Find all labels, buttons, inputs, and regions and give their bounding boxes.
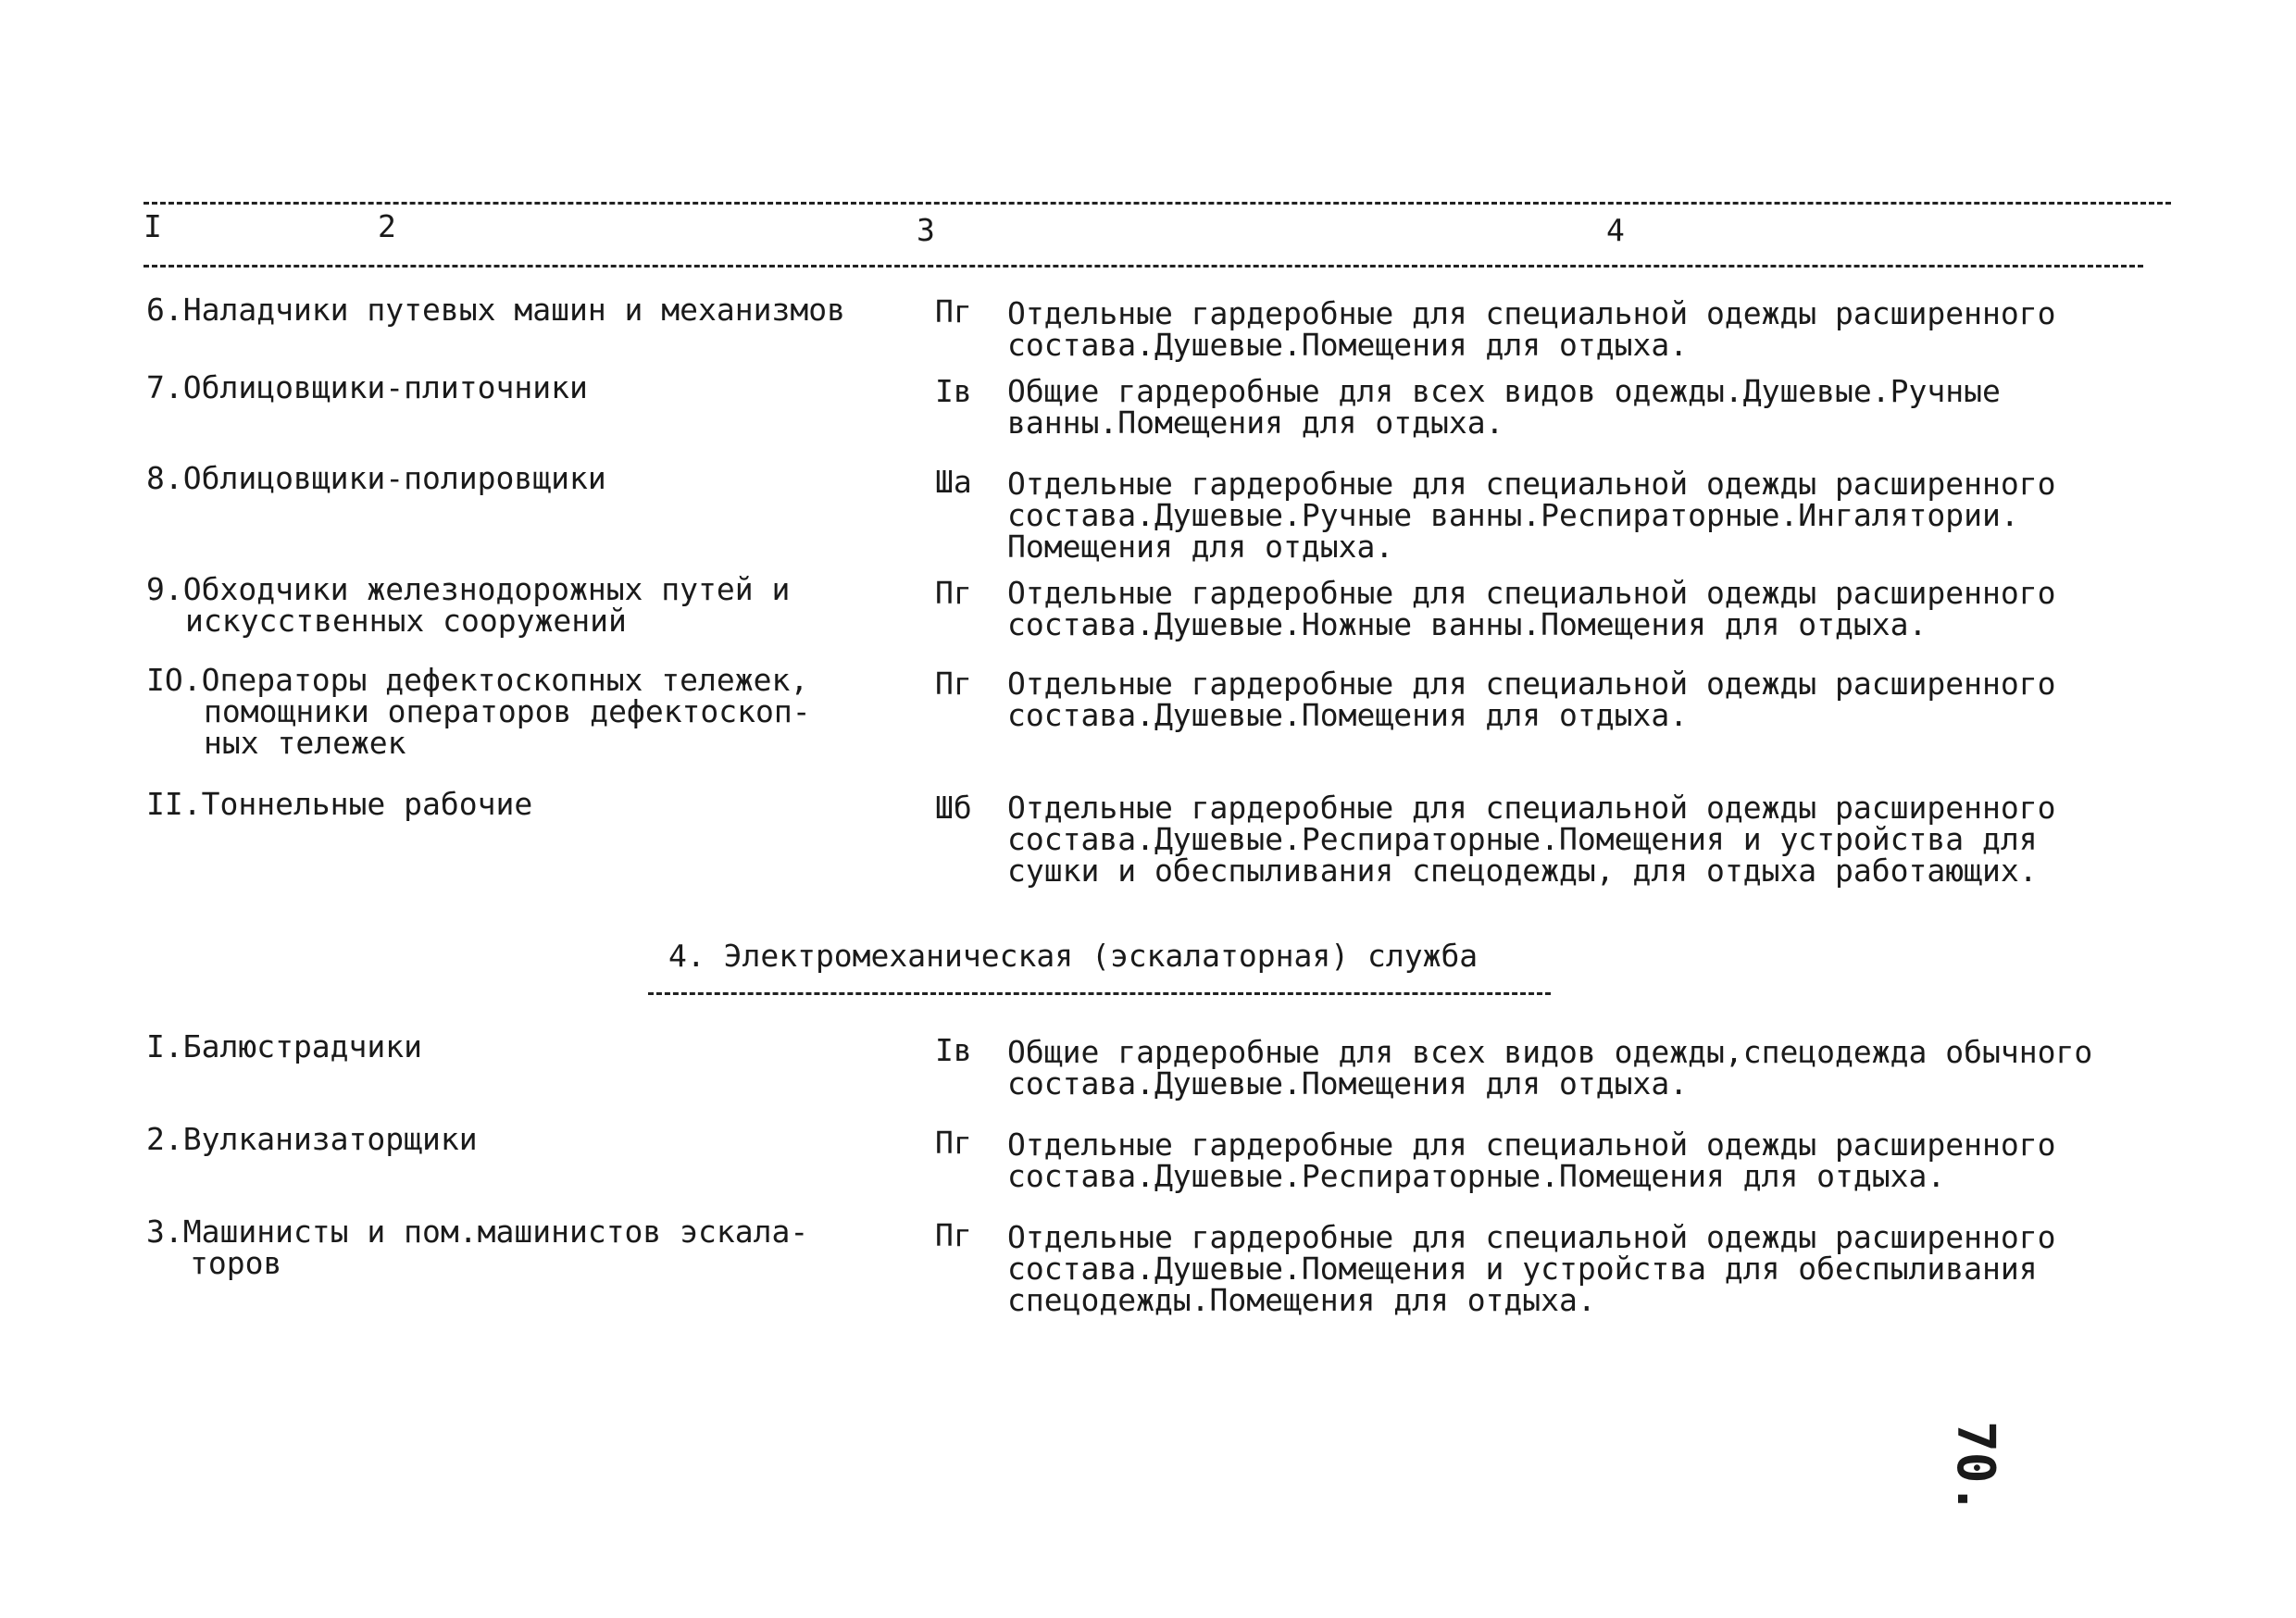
row-7-profession: 7.Облицовщики-плиточники	[146, 369, 588, 405]
row-10-group: Пг	[935, 666, 972, 702]
s4-row-3-profession-line1: 3.Машинисты и пом.машинистов эскала-	[146, 1214, 809, 1250]
row-9-group: Пг	[935, 575, 972, 611]
s4-row-3-facilities-line2: состава.Душевые.Помещения и устройства для обеспыливания	[1007, 1251, 2038, 1287]
s4-row-2-group: Пг	[935, 1125, 972, 1161]
s4-row-3-facilities-line3: спецодежды.Помещения для отдыха.	[1007, 1282, 1596, 1318]
row-10-profession-line2: помощники операторов дефектоскоп-	[204, 693, 811, 729]
row-6-facilities-line1: Отдельные гардеробные для специальной одежды расширенного	[1007, 295, 2056, 331]
page-number: 70.	[1945, 1421, 2005, 1515]
s4-row-3-group: Пг	[935, 1217, 972, 1253]
header-top-rule	[144, 202, 2171, 205]
row-10-profession-line3: ных тележек	[204, 725, 406, 761]
s4-row-3-facilities-line1: Отдельные гардеробные для специальной одежды расширенного	[1007, 1219, 2056, 1255]
row-6-group: Пг	[935, 293, 972, 330]
row-7-group: Iв	[935, 373, 972, 409]
s4-row-1-profession: I.Балюстрадчики	[146, 1028, 423, 1064]
row-6-profession: 6.Наладчики путевых машин и механизмов	[146, 292, 845, 328]
row-8-facilities-line1: Отдельные гардеробные для специальной одежды расширенного	[1007, 466, 2056, 502]
row-8-group: Ша	[935, 464, 972, 500]
header-bottom-rule	[144, 265, 2143, 268]
section-title-underline	[648, 992, 1551, 995]
row-9-profession-line2: искусственных сооружений	[185, 603, 627, 639]
row-8-profession: 8.Облицовщики-полировщики	[146, 460, 606, 496]
row-11-facilities-line1: Отдельные гардеробные для специальной одежды расширенного	[1007, 790, 2056, 826]
row-8-facilities-line3: Помещения для отдыха.	[1007, 529, 1394, 565]
row-11-profession: II.Тоннельные рабочие	[146, 786, 533, 822]
s4-row-1-group: Iв	[935, 1032, 972, 1068]
row-11-group: Шб	[935, 790, 972, 826]
row-7-facilities-line2: ванны.Помещения для отдыха.	[1007, 404, 1504, 441]
s4-row-1-facilities-line2: состава.Душевые.Помещения для отдыха.	[1007, 1065, 1689, 1101]
column-header-2: 2	[378, 208, 396, 244]
row-9-profession-line1: 9.Обходчики железнодорожных путей и	[146, 571, 791, 607]
column-header-3: 3	[917, 212, 935, 248]
column-header-1: I	[144, 208, 162, 244]
s4-row-2-facilities-line1: Отдельные гардеробные для специальной одежды расширенного	[1007, 1126, 2056, 1163]
row-9-facilities-line2: состава.Душевые.Ножные ванны.Помещения для отдыха.	[1007, 606, 1928, 642]
s4-row-1-facilities-line1: Общие гардеробные для всех видов одежды,спецодежда обычного	[1007, 1034, 2093, 1070]
row-10-facilities-line1: Отдельные гардеробные для специальной одежды расширенного	[1007, 666, 2056, 702]
s4-row-3-profession-line2: торов	[190, 1245, 282, 1281]
row-6-facilities-line2: состава.Душевые.Помещения для отдыха.	[1007, 327, 1689, 363]
s4-row-2-facilities-line2: состава.Душевые.Респираторные.Помещения для отдыха.	[1007, 1158, 1946, 1194]
row-10-facilities-line2: состава.Душевые.Помещения для отдыха.	[1007, 697, 1689, 733]
row-11-facilities-line2: состава.Душевые.Респираторные.Помещения и устройства для	[1007, 821, 2038, 857]
row-11-facilities-line3: сушки и обеспыливания спецодежды, для отдыха работающих.	[1007, 853, 2038, 889]
row-8-facilities-line2: состава.Душевые.Ручные ванны.Респираторные.Ингалятории.	[1007, 497, 2019, 533]
s4-row-2-profession: 2.Вулканизаторщики	[146, 1121, 478, 1157]
row-9-facilities-line1: Отдельные гардеробные для специальной одежды расширенного	[1007, 575, 2056, 611]
column-header-4: 4	[1606, 212, 1625, 248]
row-10-profession-line1: IO.Операторы дефектоскопных тележек,	[146, 662, 809, 698]
row-7-facilities-line1: Общие гардеробные для всех видов одежды.Душевые.Ручные	[1007, 373, 2001, 409]
section-title: 4. Электромеханическая (эскалаторная) служба	[668, 938, 1479, 974]
